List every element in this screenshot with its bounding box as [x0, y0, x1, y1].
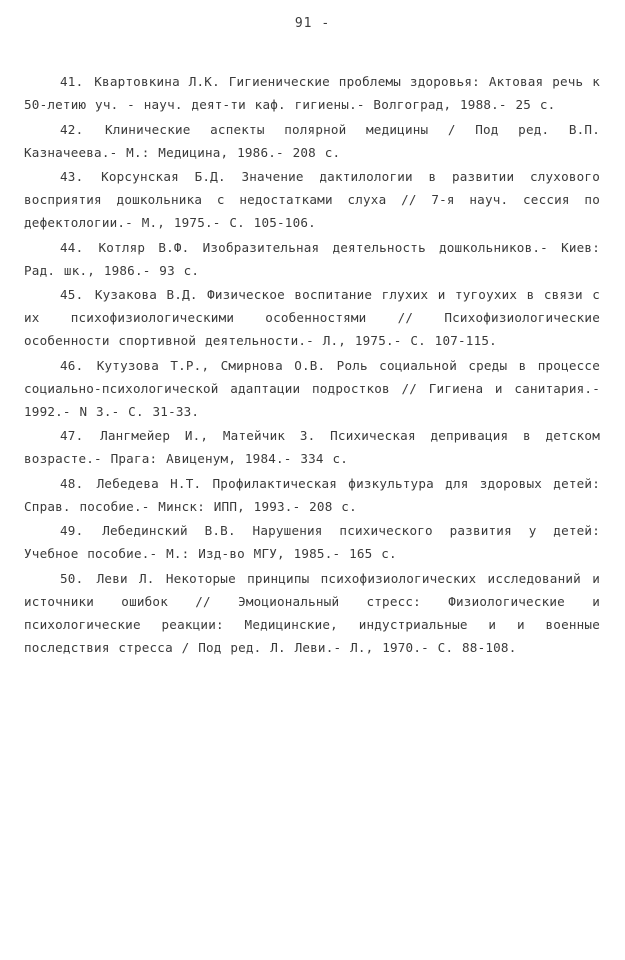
reference-entry — [24, 118, 600, 164]
reference-number: 46. — [60, 357, 84, 373]
reference-number: 42. — [60, 121, 84, 137]
reference-entry — [24, 567, 600, 659]
reference-text: Лебединский В.В. Нарушения психического развития у детей: Учебное пособие.- М.: Изд-во МГУ, 1985.- 165 с. — [24, 523, 600, 561]
reference-entry — [24, 519, 600, 565]
reference-number: 45. — [60, 287, 84, 302]
reference-number: 47. — [60, 428, 84, 443]
reference-text: Квартовкина Л.К. Гигиенические проблемы здоровья: Актовая речь к 50-летию уч. - науч. деят-ти каф. гигиены.- Волгоград, 1988.- 25 с. — [24, 74, 600, 112]
reference-entry — [24, 236, 600, 282]
reference-text: Леви Л. Некоторые принципы психофизиологических исследований и источники ошибок // Эмоциональный стресс: Физиологические и психологические реакции: Медицинские, индустриальные и и военные последствия стресса / Под ред. Л. Леви.- Л., 1970.- С. 88-108. — [24, 570, 600, 655]
page-number: 91 - — [294, 16, 331, 31]
reference-text: Лангмейер И., Матейчик З. Психическая депривация в детском возрасте.- Прага: Авиценум, 1984.- 334 с. — [24, 428, 600, 466]
reference-number: 48. — [60, 475, 84, 491]
reference-entry — [24, 472, 600, 518]
reference-text: Лебедева Н.Т. Профилактическая физкультура для здоровых детей: Справ. пособие.- Минск: ИПП, 1993.- 208 с. — [24, 475, 600, 514]
reference-number: 43. — [60, 169, 84, 184]
reference-text: Клинические аспекты полярной медицины / Под ред. В.П. Казначеева.- М.: Медицина, 1986.- 208 с. — [24, 121, 600, 160]
reference-entry — [24, 165, 600, 234]
reference-number: 50. — [60, 570, 84, 586]
reference-entry — [24, 70, 600, 116]
reference-text: Корсунская Б.Д. Значение дактилологии в развитии слухового восприятия дошкольника с недостатками слуха // 7-я науч. сессия по дефектологии.- М., 1975.- С. 105-106. — [24, 169, 600, 230]
reference-number: 44. — [60, 239, 84, 255]
reference-number: 49. — [60, 523, 84, 538]
reference-number: 41. — [60, 74, 84, 89]
reference-entry — [24, 354, 600, 423]
reference-text: Кутузова Т.Р., Смирнова О.В. Роль социальной среды в процессе социально-психологической адаптации подростков // Гигиена и санитария.- 1992.- N 3.- С. 31-33. — [24, 357, 600, 419]
reference-entry — [24, 424, 600, 470]
reference-text: Котляр В.Ф. Изобразительная деятельность дошкольников.- Киев: Рад. шк., 1986.- 93 с. — [24, 239, 600, 278]
reference-list — [24, 70, 600, 660]
reference-entry — [24, 283, 600, 352]
reference-text: Кузакова В.Д. Физическое воспитание глухих и тугоухих в связи с их психофизиологическими особенностями // Психофизиологические особенности спортивной деятельности.- Л., 1975.- С. 107-115. — [24, 287, 600, 348]
